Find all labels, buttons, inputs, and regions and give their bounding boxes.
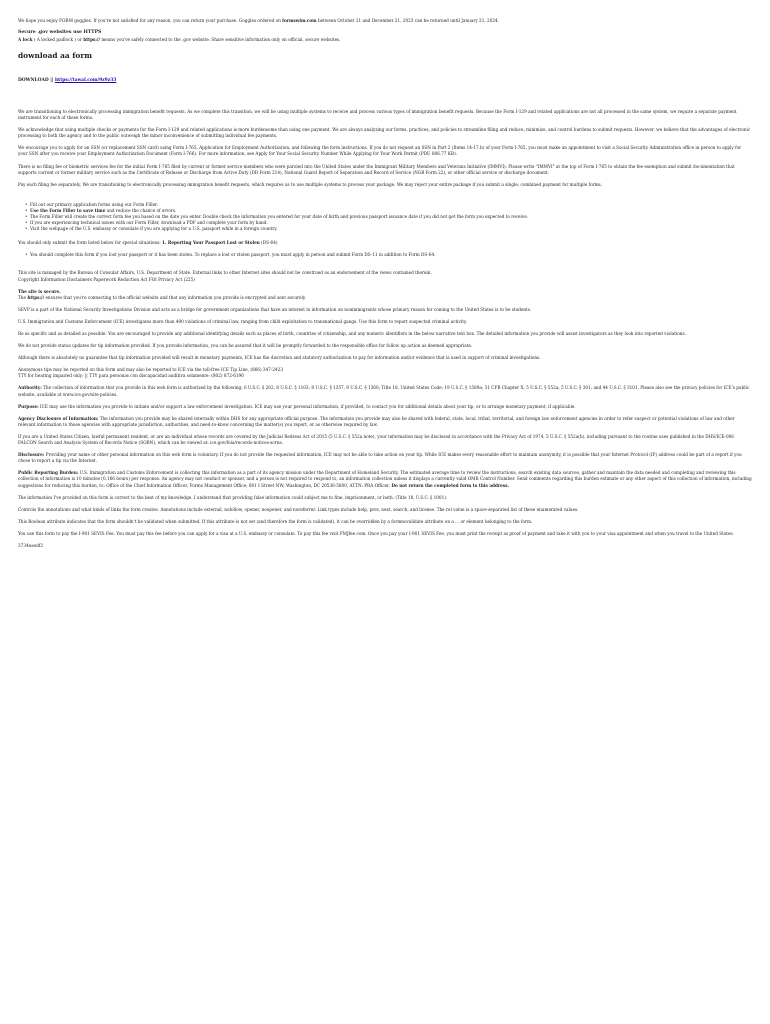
paragraph-transition: We are transitioning to electronically processing immigration benefit requests. As we complete this transition, we will be using multiple systems to receive and process various types of immigration benefit requests. Because the Form I-129 and related applications are not all processed in the same system, we require a separate payment instrument for each of these forms. bbox=[18, 108, 737, 121]
form-filler-bold: Use the Form Filler to save time bbox=[30, 207, 106, 213]
download-label: DOWNLOAD bbox=[18, 77, 49, 83]
site-managed bbox=[18, 270, 752, 282]
secure-site-text-a: The bbox=[18, 294, 28, 300]
paragraph-sevis-fee: You use this form to pay the I-901 SEVIS Fee. You must pay this fee before you can apply for a visa at a U.S. embassy or consulate. To pay this fee visit FMJfee.com. Once you pay your I-901 SEVIS Fee, you must print the receipt as proof of payment and take it with you to your visa appointment and when you travel to the United States. bbox=[18, 530, 734, 536]
form-filler-list bbox=[18, 202, 752, 232]
download-separator: || bbox=[48, 77, 55, 83]
lock-label: A lock bbox=[18, 36, 33, 42]
anonymous-line1: Anonymous tips may be reported on this form and may also be reported to ICE via the toll-free ICE Tip Line, (866) 347-2423 bbox=[18, 367, 283, 373]
list-item: • You should complete this form if you lost your passport or it has been stolen. To replace a lost or stolen passport, you must apply in person and submit Form DS-11 in addition to Form DS-64. bbox=[30, 252, 752, 258]
promo-text-a: We hope you enjoy FORM goggles. If you're not satisfied for any reason, you can return your purchase. Goggles ordered on bbox=[18, 18, 283, 23]
burden-text: U.S. Immigration and Customs Enforcement is collecting this information as a part of its agency mission under the Department of Homeland Security. The estimated average time to review the instructions, search existing data sources, gather and maintain the data needed and completing and reviewing this collection of information is 10 minutes (0.166 hours) per response. An agency may not conduct or sponsor, and a person is not required to respond to, an information collection unless it displays a currently valid OMB Control Number. Send comments regarding this burden estimate or any other aspect of this collection of information, including suggestions for reducing this burden, to: Office of the Chief Information Officer, Forms Management Office; 801 I Street NW; Washington, DC 20536-5800, ATTN: PRA Officer. bbox=[18, 470, 752, 488]
secure-site-https: https:// bbox=[27, 294, 45, 300]
paragraph-sevp: SEVP is a part of the National Security Investigations Division and acts as a bridge for government organizations that have an interest in information on nonimmigrants whose primary reason for coming to the United States is to be students. bbox=[18, 306, 532, 312]
privacy-act-paragraph: If you are a United States Citizen, lawful permanent resident, or are an individual whose records are covered by the Judicial Redress Act of 2015 (5 U.S.C. § 552a note), your information may be disclosed in accordance with the Privacy Act of 1974, 5 U.S.C. § 552a(b), including pursuant to the routine uses published in the DHS/ICE-006 FALCON Search and Analysis System of Records Notice (SORN), which can be viewed at: ice.gov/foia/records-notices-sorns. bbox=[18, 433, 734, 446]
passport-bold: 1. Reporting Your Passport Lost or Stolen bbox=[162, 240, 260, 246]
promo-text bbox=[18, 18, 752, 24]
paragraph-status-updates: We do not provide status updates for tip information provided. If you provide information, you can be assured that it will be promptly forwarded to the responsible office for follow up action as deemed appropriate. bbox=[18, 343, 473, 349]
secure-banner-title: Secure .gov websites use HTTPS bbox=[18, 30, 102, 36]
secure-site-text bbox=[18, 295, 752, 301]
paragraph-acknowledge: We acknowledge that using multiple checks or payments for the Form I-129 and related applications is more burdensome than using one payment. We are always analyzing our forms, practices, and policies to streamline filing and reduce, minimize, and control burdens to submit requests. However, we believe that the advantages of electronic processing to both the agency and to the public outweigh the minor inconvenience of submitting individual fee payments. bbox=[18, 127, 751, 139]
purpose-label: Purpose: bbox=[18, 403, 39, 409]
paragraph-ice-investigates: U.S. Immigration and Customs Enforcement (ICE) investigates more than 400 violations of criminal law, ranging from child exploitation to transnational gangs. Use this form to report suspected criminal activity. bbox=[18, 318, 468, 324]
burden-paragraph bbox=[18, 470, 752, 488]
download-link[interactable]: https://tawal.com/9z9z33 bbox=[54, 77, 117, 83]
secure-banner-text bbox=[18, 37, 752, 43]
paragraph-novalidate: This Boolean attribute indicates that the form shouldn't be validated when submitted. If this attribute is not set (and therefore the form is validated), it can be overridden by a formnovalidate attribute on a ... or element belonging to the form. bbox=[18, 518, 533, 524]
secure-site-title: The site is secure. bbox=[18, 288, 61, 294]
authority-paragraph bbox=[18, 385, 752, 397]
page-title: download aa form bbox=[18, 50, 93, 60]
paragraph-immvi: There is no filing fee or biometric services fee for the initial Form I-765 filed by current or former service members who were paroled into the United States under the Immigrant Military Members and Veterans Initiative (IMMVI). Please write "IMMVI" at the top of Form I-765 to obtain the fee exemption and submit documentation that supports current or former military service such as the Certificate of Release or Discharge from Active Duty (DD Form 214), National Guard Report of Separation and Record of Service (NGB Form 22), or other official service or discharge document. bbox=[18, 163, 735, 175]
secure-site-text-b: ensures that you're connecting to the official website and that any information you provide is encrypted and sent securely. bbox=[44, 294, 306, 300]
disclosure-label: Disclosure: bbox=[18, 452, 45, 458]
paragraph-ssn: We encourage you to apply for an SSN (or replacement SSN card) using Form I-765, Application for Employment Authorization, and following the form instructions. If you do not request an SSN in Part 2 (Items 14-17.b) of your Form I-765, you must make an appointment to visit a Social Security Administration office in person to apply for your SSN after you receive your Employment Authorization Document (Form I-766). For more information, see Apply for Your Social Security Number While Applying for Your Work Permit (PDF, 806.77 KB). bbox=[18, 145, 742, 157]
list-item: • Fill out our primary application forms using our Form Filler. bbox=[30, 202, 752, 208]
secure-banner-text-b: means you've safely connected to the .gov website. Share sensitive information only on official, secure websites. bbox=[100, 36, 341, 42]
https-label: https:// bbox=[83, 36, 100, 42]
authority-label: Authority: bbox=[18, 385, 42, 391]
secure-banner-text-a: ( A locked padlock ) or bbox=[32, 36, 84, 42]
anonymous-line2: TTY for hearing impaired only: || TTY para personas con discapacidad auditiva solamente: (802) 872-6196 bbox=[18, 373, 244, 379]
anonymous-tips bbox=[18, 367, 752, 379]
footer-id: 3734eaedf2 bbox=[18, 542, 44, 548]
site-managed-line2: Copyright Information Disclaimers Paperwork Reduction Act FOI Privacy Act (225) bbox=[18, 276, 195, 282]
list-item: • If you are experiencing technical issues with our Form Filler, download a PDF and complete your form by hand. bbox=[30, 220, 752, 226]
agency-text: The information you provide may be shared internally within DHS for any appropriate official purpose. The information you provide may also be shared with federal, state, local, tribal, territorial, and foreign law enforcement agencies in order to refer suspect or potential violations of law and other relevant information to those agencies with appropriate jurisdiction, authorities, and need-to-know concerning the matter(s) you report, or as otherwise required by law. bbox=[18, 415, 735, 427]
passport-special bbox=[18, 240, 752, 246]
paragraph-be-specific: Be as specific and as detailed as possible. You are encouraged to provide any additional identifying details such as places of birth, countries of citizenship, and any numeric identifiers in the below narrative text box. The detailed information you provide will assist investigators as they look into reported violations. bbox=[18, 331, 686, 337]
purpose-paragraph bbox=[18, 404, 752, 410]
paragraph-certification: The information I've provided on this form is correct to the best of my knowledge. I understand that providing false information could subject me to fine, imprisonment, or both. (Title 18, U.S.C. § 1001). bbox=[18, 494, 448, 500]
paragraph-pay-separately: Pay each filing fee separately. We are transitioning to electronically processing immigration benefit requests, which requires us to use multiple systems to process your package. We may reject your entire package if you submit a single, combined payment for multiple forms. bbox=[18, 181, 603, 187]
promo-text-b: between October 21 and December 21, 2023 can be returned until January 21, 2024. bbox=[316, 18, 500, 23]
passport-text-a: You should only submit the form listed below for special situations: bbox=[18, 240, 163, 246]
authority-text: The collection of information that you provide in this web form is authorized by the following: 6 U.S.C. § 202, 8 U.S.C. § 1103; 8 U.S.C. § 1357, 8 U.S.C. § 1360; Title 18, United States Code; 19 U.S.C. § 1589a; 31 CFR Chapter X; 5 U.S.C. § 552a; 5 U.S.C. § 301; and 44 U.S.C. § 3101. Please also see the privacy policies for ICE's public website, available at www.ice.gov/site-policies. bbox=[18, 385, 750, 397]
burden-bold-tail: Do not return the completed form to this address. bbox=[391, 482, 509, 488]
formswim-link[interactable]: formswim.com bbox=[282, 18, 317, 23]
disclosure-text: Providing your name or other personal information on this web form is voluntary. If you do not provide the requested information, ICE may not be able to take action on your tip. While ICE makes every reasonable effort to maintain anonymity, it is possible that your Internet Protocol (IP) address could be part of a report if you chose to report a tip via the Internet. bbox=[18, 452, 742, 464]
list-item: • The Form Filler will create the correct form fee you based on the date you enter. Double check the information you entered for your date of birth and previous passport issuance date if you did not get the form you expected to receive. bbox=[30, 214, 752, 220]
secure-site bbox=[18, 289, 752, 301]
burden-label: Public Reporting Burden: bbox=[18, 470, 79, 476]
agency-paragraph bbox=[18, 416, 752, 428]
form-filler-rest: and reduce the chance of errors. bbox=[105, 207, 177, 213]
download-line bbox=[18, 78, 752, 84]
site-managed-line1: This site is managed by the Bureau of Consular Affairs, U.S. Department of State. External links to other Internet sites should not be construed as an endorsement of the views contained therein. bbox=[18, 270, 432, 276]
passport-text-b: (DS-64) bbox=[259, 240, 278, 246]
paragraph-rel-attribute: Controls the annotations and what kinds of links the form creates. Annotations include external, nofollow, opener, noopener, and noreferrer. Link types include help, prev, next, search, and license. The rel value is a space-separated list of these enumerated values. bbox=[18, 506, 579, 512]
disclosure-paragraph bbox=[18, 452, 752, 464]
list-item: • Visit the webpage of the U.S. embassy or consulate if you are applying for a U.S. passport while in a foreign country. bbox=[30, 226, 752, 232]
agency-label: Agency Disclosure of Information: bbox=[18, 415, 99, 421]
paragraph-monetary: Although there is absolutely no guarantee that tip information provided will result in monetary payments, ICE has the discretion and statutory authorization to pay for information and/or evidence that is used in support of criminal investigations. bbox=[18, 355, 541, 361]
passport-list bbox=[18, 252, 752, 258]
secure-banner bbox=[18, 30, 752, 43]
purpose-text: ICE may use the information you provide to initiate and/or support a law enforcement investigation. ICE may use your personal information, if provided, to contact you for additional details about your tip, or to arrange monetary payment, if applicable. bbox=[38, 403, 576, 409]
